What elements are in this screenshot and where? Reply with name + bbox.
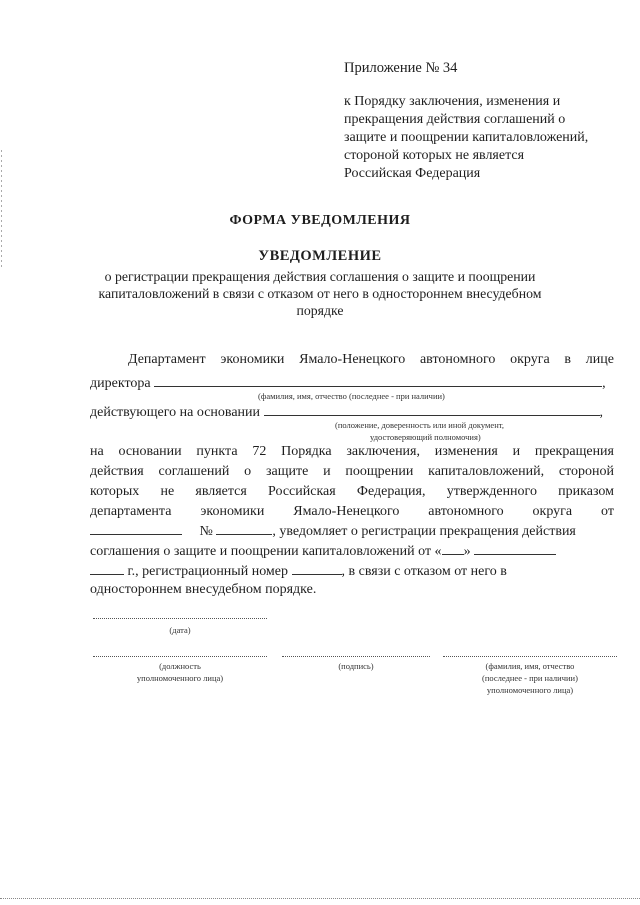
reference-line: стороной которых не является	[344, 148, 525, 163]
position-caption-2: уполномоченного лица)	[136, 673, 224, 683]
signature-line[interactable]	[282, 656, 430, 657]
reference-line: Российская Федерация	[344, 166, 481, 181]
body-line-p7-year: г., регистрационный номер	[127, 564, 288, 579]
date-caption: (дата)	[169, 625, 191, 635]
name-line[interactable]	[443, 656, 617, 657]
body-line-p6-text: соглашения о защите и поощрении капиталовложений от «	[90, 544, 442, 559]
position-caption-1: (должность	[159, 661, 201, 671]
name-caption-3: уполномоченного лица)	[486, 685, 574, 695]
name-caption	[443, 660, 617, 696]
body-line-p6	[90, 542, 614, 560]
body-line-p5-rest: , уведомляет о регистрации прекращения действия	[272, 524, 576, 539]
director-name-field[interactable]	[154, 374, 602, 387]
registration-number-field[interactable]	[292, 562, 342, 575]
position-caption	[93, 660, 267, 684]
body-line-p1: на основании пункта 72 Порядка заключения, изменения и прекращения	[90, 444, 614, 459]
position-line[interactable]	[93, 656, 267, 657]
body-line-p2: действия соглашений о защите и поощрении капиталовложений, стороной	[90, 464, 614, 479]
subtitle-line: капиталовложений в связи с отказом от него в одностороннем внесудебном	[98, 286, 542, 301]
signature-caption: (подпись)	[338, 661, 374, 671]
order-number-sign: №	[199, 524, 213, 539]
subtitle-line: порядке	[296, 303, 344, 318]
appendix-number: Приложение № 34	[344, 60, 458, 76]
name-caption-2: (последнее - при наличии)	[482, 673, 578, 683]
page-bottom-edge	[0, 898, 640, 899]
date-line[interactable]	[93, 618, 267, 619]
reference-line: прекращения действия соглашений о	[344, 112, 566, 127]
body-line-p5	[90, 522, 614, 540]
agreement-year-field[interactable]	[90, 562, 124, 575]
basis-caption-2: удостоверяющий полномочия)	[370, 432, 481, 442]
basis-line	[90, 403, 614, 421]
body-line-1: Департамент экономики Ямало-Ненецкого автономного округа в лице	[128, 352, 614, 367]
basis-end: ,	[599, 405, 604, 420]
body-line-p8: одностороннем внесудебном порядке.	[90, 582, 317, 597]
reference-line: к Порядку заключения, изменения и	[344, 94, 561, 109]
basis-document-field[interactable]	[264, 403, 600, 416]
reference-line: защите и поощрении капиталовложений,	[344, 130, 589, 145]
order-number-field[interactable]	[216, 522, 272, 535]
form-title: ФОРМА УВЕДОМЛЕНИЯ	[229, 213, 411, 228]
basis-caption-1: (положение, доверенность или иной документ,	[335, 420, 504, 430]
body-line-p7-rest: , в связи с отказом от него в	[341, 564, 507, 579]
order-date-field[interactable]	[90, 522, 182, 535]
appendix-reference	[344, 93, 634, 183]
quote-close: »	[463, 544, 471, 559]
notice-subtitle	[80, 268, 560, 319]
agreement-day-field[interactable]	[442, 542, 464, 555]
body-line-p4: департамента экономики Ямало-Ненецкого автономного округа от	[90, 504, 614, 519]
director-line	[90, 374, 614, 392]
name-caption-1: (фамилия, имя, отчество	[485, 661, 575, 671]
subtitle-line: о регистрации прекращения действия соглашения о защите и поощрении	[104, 269, 536, 284]
body-line-p3: которых не является Российская Федерация, утвержденного приказом	[90, 484, 614, 499]
agreement-month-field[interactable]	[474, 542, 556, 555]
director-caption: (фамилия, имя, отчество (последнее - при наличии)	[258, 391, 445, 401]
director-end: ,	[602, 376, 606, 391]
notice-title: УВЕДОМЛЕНИЕ	[258, 248, 382, 264]
director-label: директора	[90, 376, 151, 391]
basis-label: действующего на основании	[90, 405, 261, 420]
body-line-p7	[90, 562, 614, 580]
